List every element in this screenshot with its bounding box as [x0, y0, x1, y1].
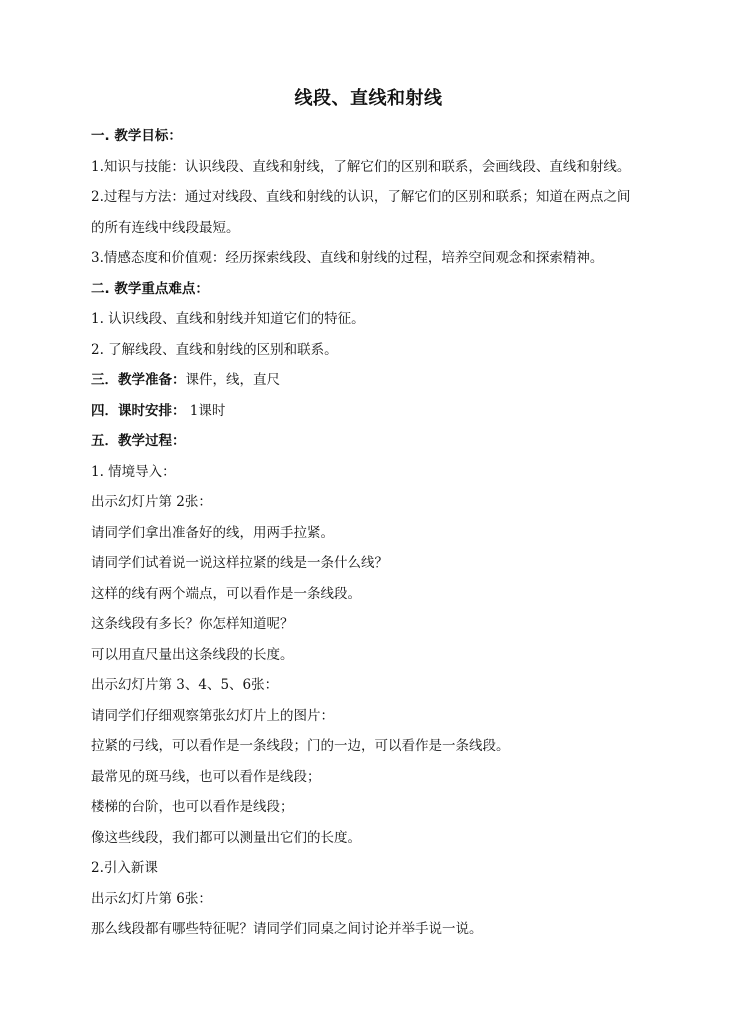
paragraph-line: 拉紧的弓线，可以看作是一条线段；门的一边，可以看作是一条线段。: [91, 738, 510, 754]
paragraph-line: 请同学们试着说一说这样拉紧的线是一条什么线？: [91, 555, 388, 571]
heading-text: 课件，线，直尺: [185, 372, 280, 388]
paragraph-line: 出示幻灯片第 2张：: [91, 494, 212, 510]
paragraph-line: 可以用直尺量出这条线段的长度。: [91, 646, 294, 663]
paragraph-line: 2.过程与方法：通过对线段、直线和射线的认识，了解它们的区别和联系；知道在两点之间: [91, 189, 631, 205]
section-heading-process: [91, 426, 651, 457]
paragraph-line: 1. 情境导入：: [91, 463, 176, 480]
paragraph-line: 这条线段有多长？你怎样知道呢？: [91, 616, 294, 632]
paragraph-line: 2.引入新课: [91, 860, 158, 876]
paragraph-line: 这样的线有两个端点，可以看作是一条线段。: [91, 585, 361, 602]
paragraph-line: 1. 认识线段、直线和射线并知道它们的特征。: [91, 311, 365, 327]
paragraph-line: 楼梯的台阶，也可以看作是线段；: [91, 799, 294, 815]
paragraph-line: 1.知识与技能：认识线段、直线和射线，了解它们的区别和联系，会画线段、直线和射线。: [91, 158, 631, 175]
paragraph-line: 请同学们拿出准备好的线，用两手拉紧。: [91, 524, 334, 541]
document-title: 线段、直线和射线: [294, 88, 443, 109]
paragraph-line: 那么线段都有哪些特征呢？请同学们同桌之间讨论并举手说一说。: [91, 921, 483, 937]
paragraph-line: 2. 了解线段、直线和射线的区别和联系。: [91, 341, 338, 358]
section-heading-preparation: [91, 365, 651, 396]
section-heading-objectives: [91, 121, 651, 152]
paragraph-line: 出示幻灯片第 3、4、5、6张：: [91, 677, 279, 693]
section-heading-schedule: [91, 396, 651, 427]
section-heading-key-points: [91, 274, 651, 305]
paragraph-line: 3.情感态度和价值观：经历探索线段、直线和射线的过程，培养空间观念和探索精神。: [91, 250, 604, 266]
paragraph-line: 像这些线段，我们都可以测量出它们的长度。: [91, 829, 361, 846]
document-body: [91, 121, 651, 945]
heading-label: 四．课时安排：: [91, 402, 186, 419]
heading-label: 五．教学过程：: [91, 433, 186, 449]
heading-label: 二. 教学重点难点：: [91, 280, 209, 297]
heading-label: 一. 教学目标：: [91, 128, 182, 144]
paragraph-line: 的所有连线中线段最短。: [91, 219, 240, 236]
paragraph-line: 请同学们仔细观察第张幻灯片上的图片：: [91, 707, 334, 724]
paragraph-line: 最常见的斑马线，也可以看作是线段；: [91, 768, 321, 785]
paragraph-line: 出示幻灯片第 6张：: [91, 890, 212, 907]
heading-label: 三．教学准备：: [91, 372, 186, 388]
heading-text: 1课时: [185, 402, 226, 419]
